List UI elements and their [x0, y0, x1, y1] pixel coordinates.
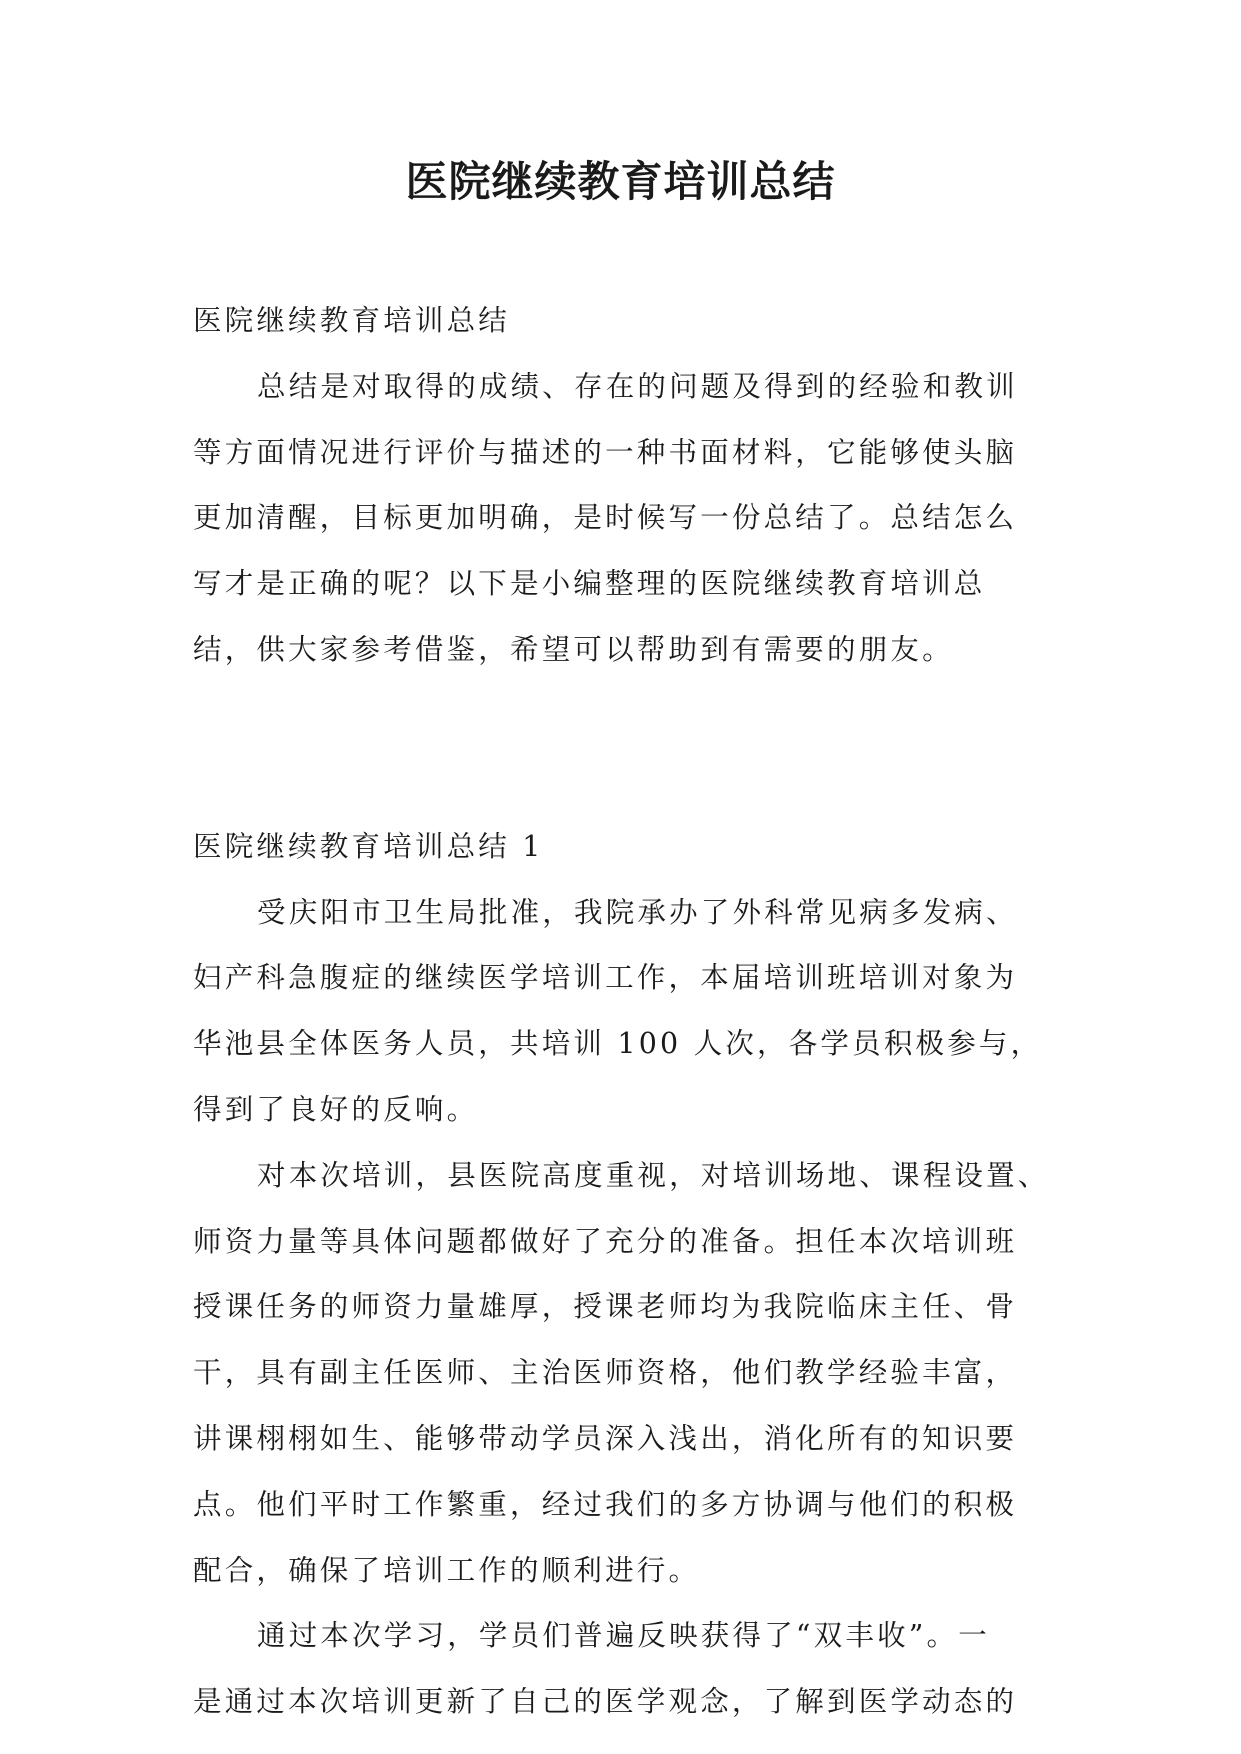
- paragraph-line: 是通过本次培训更新了自己的医学观念，了解到医学动态的: [193, 1685, 1018, 1719]
- paragraph-line: 更加清醒，目标更加明确，是时候写一份总结了。总结怎么: [193, 501, 1018, 535]
- paragraph-line: 配合，确保了培训工作的顺利进行。: [193, 1553, 701, 1587]
- paragraph-line: 妇产科急腹症的继续医学培训工作，本届培训班培训对象为: [193, 961, 1018, 995]
- intro-heading: 医院继续教育培训总结: [193, 304, 511, 337]
- section1-paragraph-1: [193, 880, 1053, 1143]
- section-spacer: [193, 683, 1053, 814]
- section1-paragraph-2: [193, 1143, 1053, 1604]
- paragraph-line: 授课任务的师资力量雄厚，授课老师均为我院临床主任、骨: [193, 1290, 1018, 1324]
- paragraph-line: 写才是正确的呢？以下是小编整理的医院继续教育培训总: [193, 567, 986, 601]
- paragraph-line: 通过本次学习，学员们普遍反映获得了“双丰收”。一: [257, 1619, 990, 1653]
- paragraph-line: 得到了良好的反响。: [193, 1092, 479, 1126]
- paragraph-line: 总结是对取得的成绩、存在的问题及得到的经验和教训: [257, 369, 1018, 403]
- paragraph-line: 华池县全体医务人员，共培训 100 人次，各学员积极参与，: [193, 1027, 1043, 1061]
- paragraph-line: 讲课栩栩如生、能够带动学员深入浅出，消化所有的知识要: [193, 1421, 1018, 1455]
- document-body: [193, 288, 1053, 1735]
- paragraph-line: 干，具有副主任医师、主治医师资格，他们教学经验丰富，: [193, 1356, 1018, 1390]
- paragraph-line: 结，供大家参考借鉴，希望可以帮助到有需要的朋友。: [193, 632, 954, 666]
- section1-paragraph-3: [193, 1603, 1053, 1735]
- document-title: 医院继续教育培训总结: [405, 157, 836, 206]
- paragraph-line: 受庆阳市卫生局批准，我院承办了外科常见病多发病、: [257, 895, 1018, 929]
- intro-paragraph: [193, 354, 1053, 683]
- section1-heading: 医院继续教育培训总结 1: [193, 829, 544, 863]
- paragraph-line: 对本次培训，县医院高度重视，对培训场地、课程设置、: [257, 1158, 1050, 1192]
- paragraph-line: 点。他们平时工作繁重，经过我们的多方协调与他们的积极: [193, 1487, 1018, 1521]
- paragraph-line: 等方面情况进行评价与描述的一种书面材料，它能够使头脑: [193, 435, 1018, 469]
- paragraph-line: 师资力量等具体问题都做好了充分的准备。担任本次培训班: [193, 1224, 1018, 1258]
